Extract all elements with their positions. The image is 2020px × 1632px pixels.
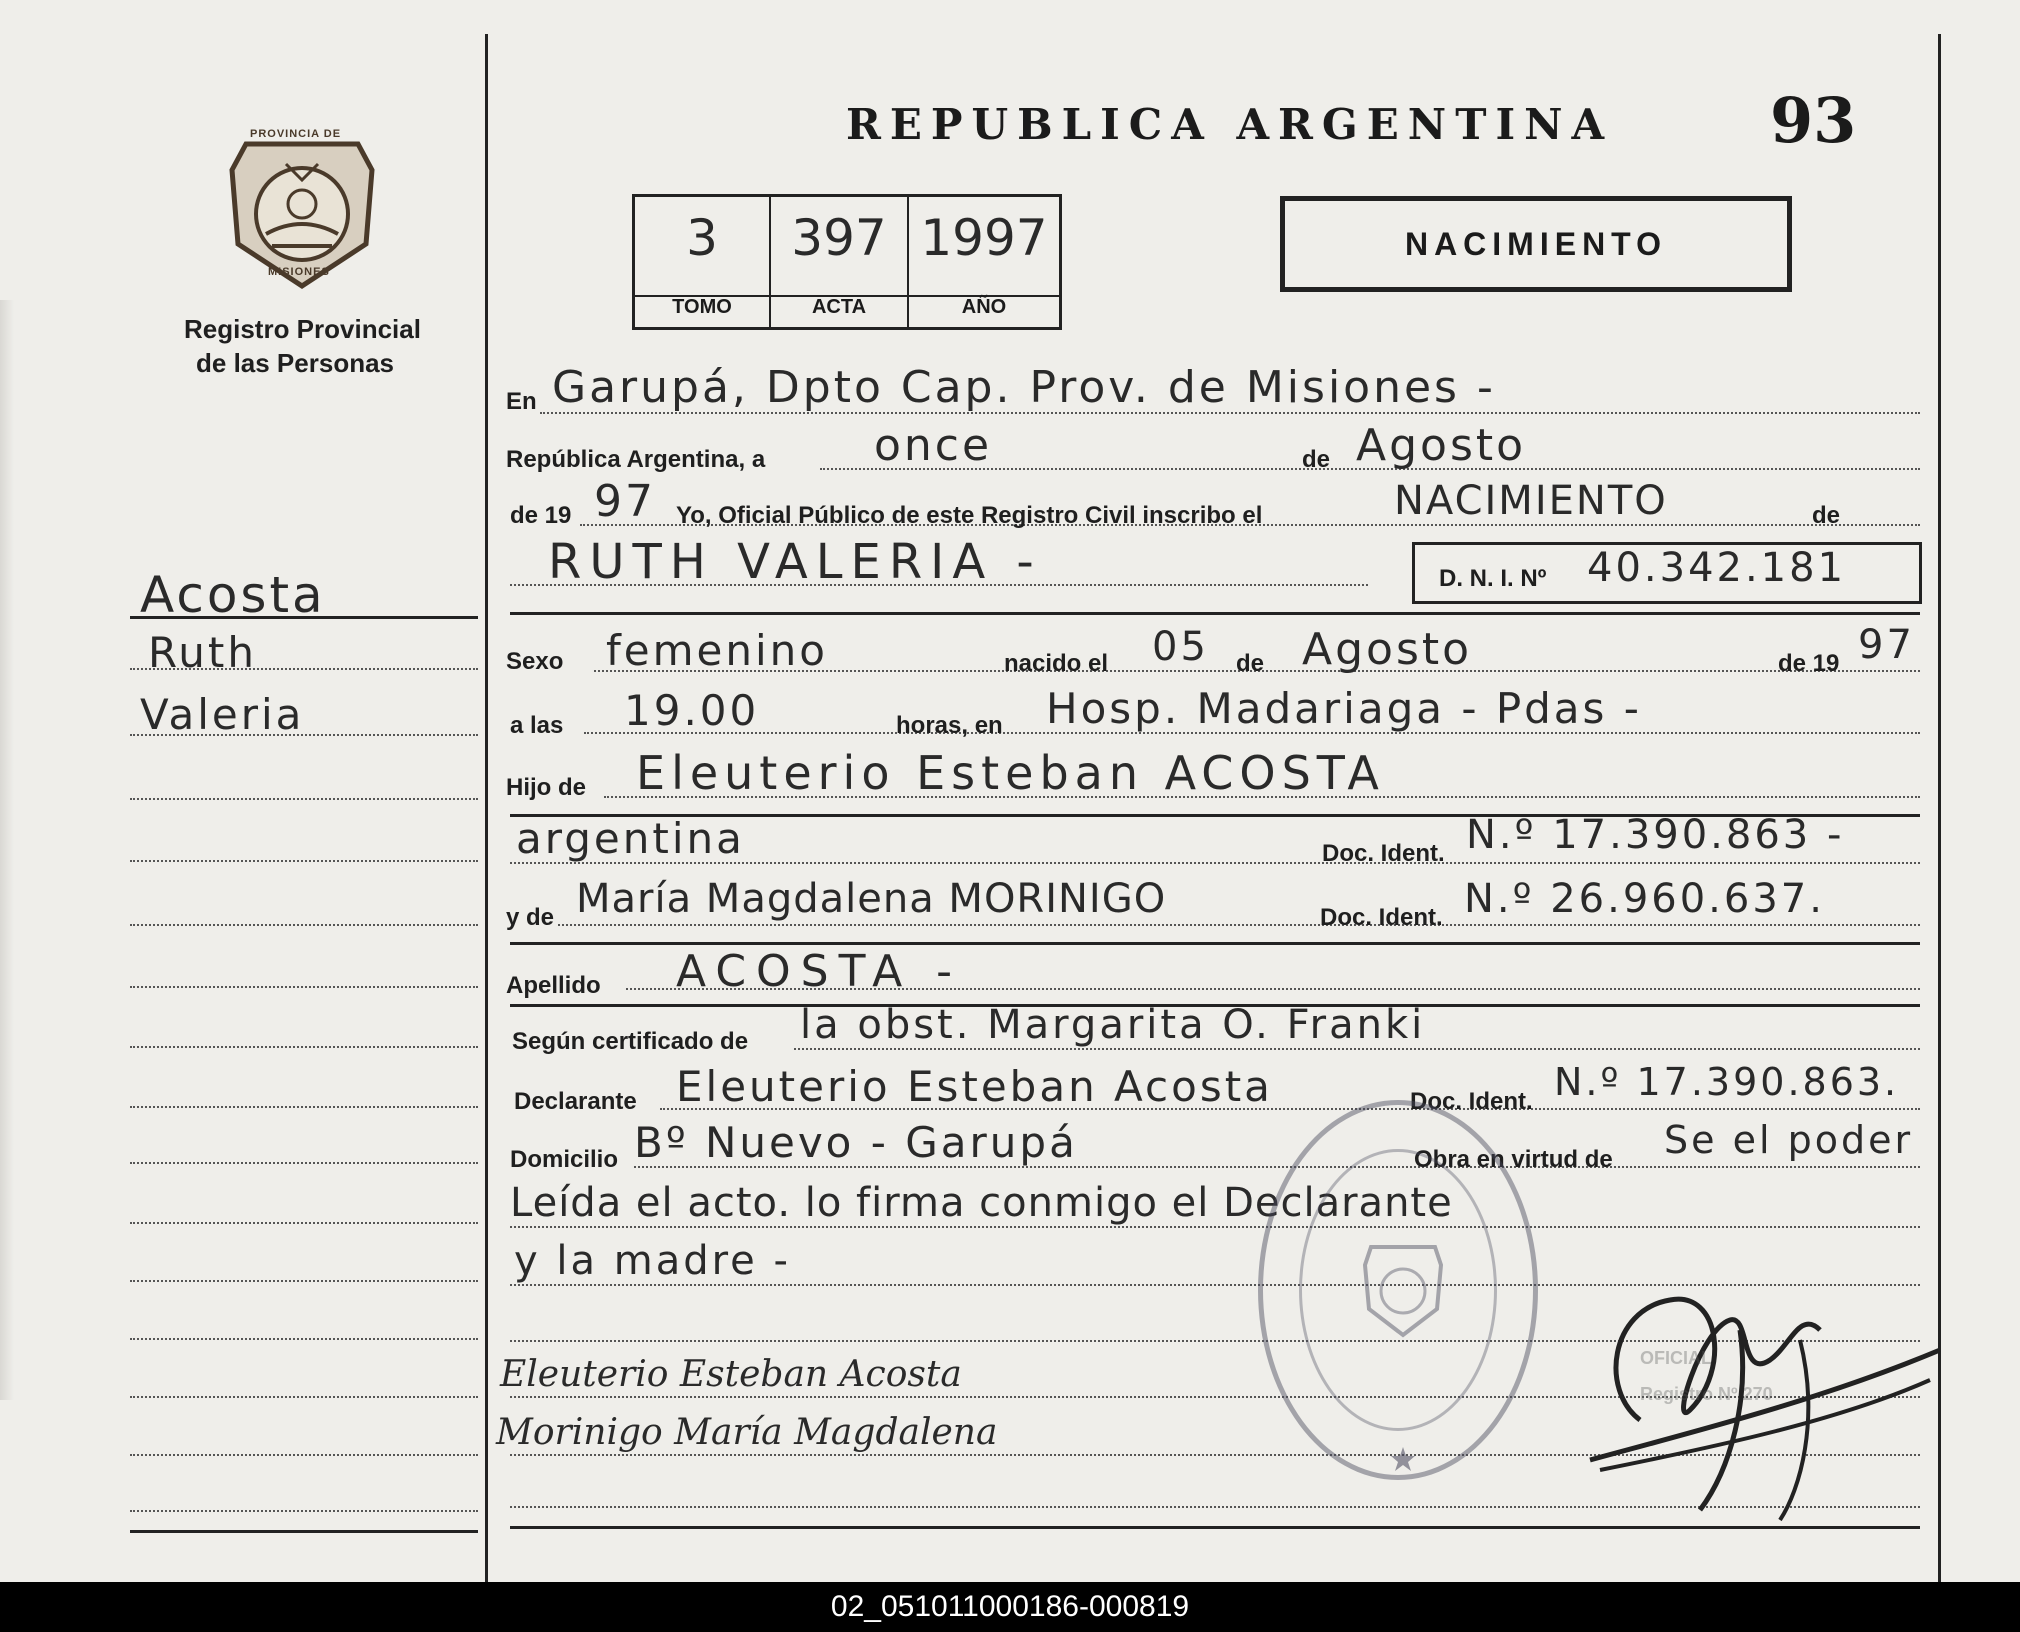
domicilio-value: Bº Nuevo - Garupá	[634, 1118, 1078, 1167]
inscribo-value: NACIMIENTO	[1394, 478, 1668, 524]
registry-seal	[1258, 1100, 1538, 1480]
registry-table	[632, 194, 1062, 330]
margin-dots-8	[130, 1106, 478, 1108]
father-value: Eleuterio Esteban ACOSTA	[636, 746, 1385, 800]
en-value: Garupá, Dpto Cap. Prov. de Misiones -	[552, 362, 1496, 413]
day-value: once	[874, 420, 993, 471]
margin-dots-5	[130, 924, 478, 926]
obra-value: Se el poder	[1664, 1118, 1914, 1162]
rule-mother	[558, 924, 1920, 926]
de-label: de	[1302, 446, 1331, 473]
sexo-value: femenino	[606, 626, 828, 675]
left-frame-line	[485, 34, 488, 1582]
segun-value: la obst. Margarita O. Franki	[800, 1002, 1426, 1048]
declarante-label: Declarante	[514, 1088, 637, 1115]
rule-segun	[794, 1048, 1920, 1050]
seal-emblem-icon	[1361, 1239, 1445, 1339]
alas-label: a las	[510, 712, 564, 739]
birth-day-value: 05	[1152, 624, 1209, 670]
margin-dots-11	[130, 1280, 478, 1282]
nacido-label: nacido el	[1004, 650, 1109, 677]
tomo-label: TOMO	[672, 296, 732, 318]
rule-section-1	[510, 612, 1920, 615]
anio-cell	[909, 197, 1059, 327]
father-doc-label: Doc. Ident.	[1322, 840, 1445, 867]
declarant-signature: Eleuterio Esteban Acosta	[500, 1354, 962, 1395]
margin-dots-9	[130, 1162, 478, 1164]
declarante-doc-label: Doc. Ident.	[1410, 1088, 1533, 1115]
margin-dots-3	[130, 798, 478, 800]
observation-line-1: Leída el acto. lo firma conmigo el Declarante	[510, 1180, 1453, 1226]
birth-month-value: Agosto	[1302, 624, 1473, 675]
agency-name-line2: de las Personas	[196, 348, 394, 378]
anio-label: AÑO	[961, 296, 1007, 318]
de2-label: de	[1236, 650, 1265, 677]
margin-dots-7	[130, 1046, 478, 1048]
father-nationality: argentina	[516, 814, 745, 863]
emblem-text-bottom: MISIONES	[268, 266, 330, 278]
document-id-footer: 02_051011000186-000819	[830, 1590, 1190, 1623]
de19b-label: de 19	[1778, 650, 1840, 677]
yde-label: y de	[506, 904, 555, 931]
dni-value: 40.342.181	[1587, 545, 1847, 591]
stamp-line-1: OFICIAL	[1640, 1348, 1712, 1368]
month-value: Agosto	[1356, 420, 1527, 471]
de-end-label: de	[1812, 502, 1841, 529]
margin-first-name: Ruth	[148, 628, 258, 677]
obra-label: Obra en virtud de	[1414, 1146, 1613, 1173]
mother-value: María Magdalena MORINIGO	[576, 876, 1167, 922]
official-stamp	[1640, 1340, 1910, 1450]
dni-label: D. N. I. Nº	[1439, 565, 1547, 592]
year-value: 97	[594, 476, 656, 527]
seal-star-icon	[1389, 1445, 1417, 1473]
margin-surname: Acosta	[140, 566, 326, 624]
stamp-line-3: Registro Nº 270	[1640, 1384, 1773, 1404]
margin-second-name: Valeria	[140, 690, 305, 739]
margin-dots-12	[130, 1338, 478, 1340]
anio-value: 1997	[920, 209, 1048, 267]
domicilio-label: Domicilio	[510, 1146, 619, 1173]
apellido-label: Apellido	[506, 972, 601, 999]
margin-dots-4	[130, 860, 478, 862]
page-title: REPUBLICA ARGENTINA	[846, 100, 1614, 149]
mother-doc-label: Doc. Ident.	[1320, 904, 1443, 931]
margin-rule-bottom	[130, 1530, 478, 1533]
apellido-value: ACOSTA -	[676, 946, 963, 997]
segun-label: Según certificado de	[512, 1028, 749, 1055]
margin-dots-6	[130, 986, 478, 988]
inscribo-label: Yo, Oficial Público de este Registro Civil inscribo el	[676, 502, 1263, 529]
republica-label: República Argentina, a	[506, 446, 766, 473]
margin-dots-10	[130, 1222, 478, 1224]
margin-dots-13	[130, 1396, 478, 1398]
hijo-label: Hijo de	[506, 774, 587, 801]
horas-label: horas, en	[896, 712, 1003, 739]
de19-label: de 19	[510, 502, 572, 529]
emblem-text-top: PROVINCIA DE	[250, 128, 342, 140]
agency-name-line1: Registro Provincial	[184, 314, 421, 344]
observation-line-2: y la madre -	[514, 1238, 791, 1284]
declarante-value: Eleuterio Esteban Acosta	[676, 1062, 1273, 1111]
acta-value: 397	[791, 209, 887, 267]
mother-doc-value: N.º 26.960.637.	[1464, 876, 1825, 922]
sexo-label: Sexo	[506, 648, 564, 675]
rule-obs1	[510, 1226, 1920, 1228]
margin-dots-15	[130, 1510, 478, 1512]
margin-dots-14	[130, 1454, 478, 1456]
en-label: En	[506, 388, 537, 415]
place-value: Hosp. Madariaga - Pdas -	[1046, 684, 1642, 733]
dni-box	[1412, 542, 1922, 604]
act-type-box: NACIMIENTO	[1280, 196, 1792, 292]
acta-label: ACTA	[811, 296, 867, 318]
birth-year-value: 97	[1858, 622, 1915, 668]
rule-section-3	[510, 942, 1920, 945]
mother-signature: Morinigo María Magdalena	[496, 1412, 998, 1453]
hour-value: 19.00	[624, 686, 760, 735]
tomo-cell	[635, 197, 771, 327]
name-value: RUTH VALERIA -	[548, 534, 1042, 590]
father-doc-value: N.º 17.390.863 -	[1466, 812, 1845, 858]
page-number: 93	[1770, 84, 1857, 157]
acta-cell	[771, 197, 909, 327]
declarante-doc-value: N.º 17.390.863.	[1554, 1060, 1900, 1104]
tomo-value: 3	[686, 209, 718, 267]
